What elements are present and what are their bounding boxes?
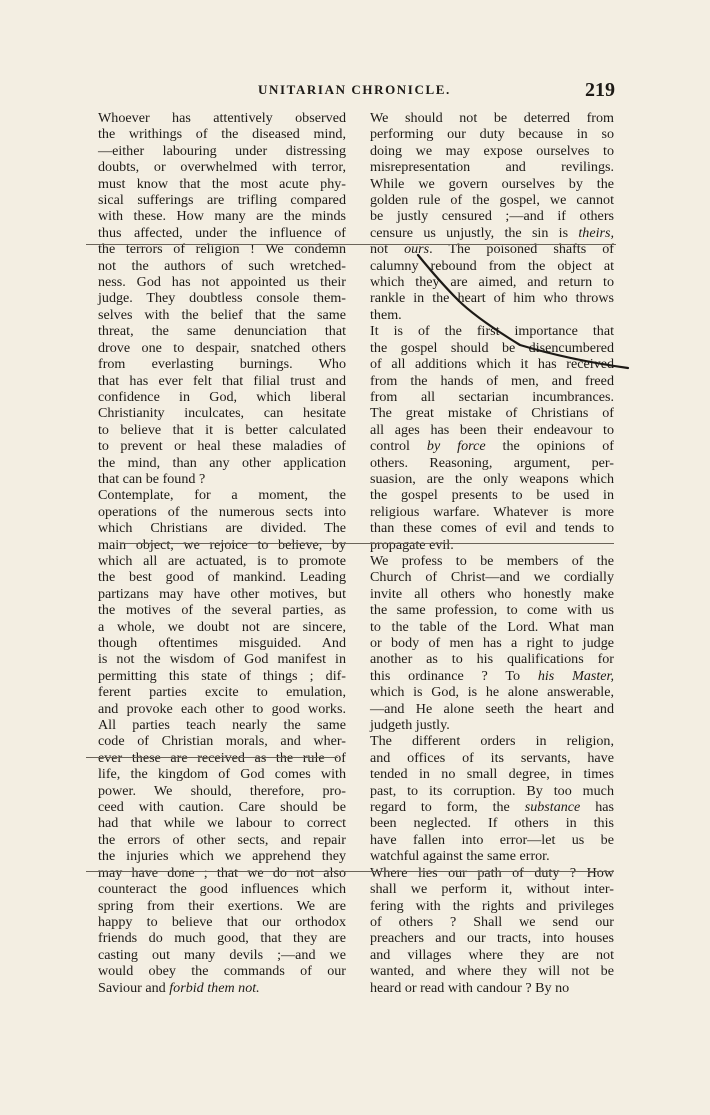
text-line: golden rule of the gospel, we cannot: [370, 192, 614, 209]
text-line: to prevent or heal these maladies of: [98, 438, 346, 455]
text-line: power. We should, therefore, pro-: [98, 782, 346, 799]
text-line: All parties teach nearly the same: [98, 717, 346, 734]
text-line: the motives of the several parties, as: [98, 602, 346, 619]
text-line: counteract the good influences which: [98, 881, 346, 898]
text-line: is not the wisdom of God manifest in: [98, 651, 346, 668]
text-line: them.: [370, 306, 402, 323]
text-line: ness. God has not appointed us their: [98, 274, 346, 291]
text-line: all ages has been their endeavour to: [370, 421, 614, 438]
text-line: that has ever felt that filial trust and: [98, 372, 346, 389]
text-line: shall we perform it, without inter-: [370, 881, 614, 898]
text-line: would obey the commands of our: [98, 963, 346, 980]
text-line: the best good of mankind. Leading: [98, 569, 346, 586]
text-line: been neglected. If others in this: [370, 815, 614, 832]
text-line: from the hands of men, and freed: [370, 372, 614, 389]
text-line: or body of men has a right to judge: [370, 635, 614, 651]
text-line: past, to its corruption. By too much: [370, 782, 614, 799]
text-line: the errors of other sects, and repair: [98, 831, 346, 848]
text-line: We should not be deterred from: [370, 110, 614, 126]
text-line: religious warfare. Whatever is more: [370, 503, 614, 520]
text-line: the injuries which we apprehend they: [98, 848, 346, 865]
text-line: which they are aimed, and return to: [370, 274, 614, 291]
text-line: wanted, and where they will not be: [370, 963, 614, 980]
text-line: that can be found ?: [98, 470, 206, 487]
text-line: which is God, is he alone answerable,: [370, 684, 614, 701]
text-line: the writhings of the diseased mind,: [98, 126, 346, 143]
text-line: The different orders in religion,: [370, 733, 614, 750]
text-line: Whoever has attentively observed: [98, 110, 346, 126]
page-number: 219: [585, 79, 615, 101]
text-line: may have done ; that we do not also: [98, 864, 346, 881]
text-line: We profess to be members of the: [370, 552, 614, 569]
text-line: of others ? Shall we send our: [370, 913, 614, 930]
text-line: this ordinance ? To his Master,: [370, 667, 614, 684]
text-line: the same profession, to come with us: [370, 602, 614, 619]
text-line: judgeth justly.: [370, 717, 450, 734]
text-line: happy to believe that our orthodox: [98, 913, 346, 930]
text-line: ferent parties excite to emulation,: [98, 684, 346, 701]
text-line: with these. How many are the minds: [98, 208, 346, 225]
text-line: and provoke each other to good works.: [98, 700, 346, 717]
text-line: heard or read with candour ? By no: [370, 979, 570, 996]
text-line: from everlasting burnings. Who: [98, 356, 346, 373]
text-line: It is of the first importance that: [370, 323, 614, 340]
text-line: and villages where they are not: [370, 946, 614, 963]
text-line: than these comes of evil and tends to: [370, 520, 614, 537]
text-line: code of Christian morals, and wher-: [98, 733, 346, 750]
text-line: the mind, than any other application: [98, 454, 346, 471]
text-line: tended in no small degree, in times: [370, 766, 614, 783]
text-line: friends do much good, that they are: [98, 930, 346, 947]
text-line: rankle in the heart of him who throws: [370, 290, 614, 307]
text-line: main object, we rejoice to believe, by: [98, 536, 346, 553]
text-line: performing our duty because in so: [370, 126, 614, 143]
text-line: watchful against the same error.: [370, 848, 550, 865]
text-line: sical sufferings are trifling compared: [98, 192, 346, 209]
text-line: from all sectarian incumbrances.: [370, 388, 614, 405]
text-line: While we govern ourselves by the: [370, 175, 614, 192]
text-line: —either labouring under distressing: [98, 142, 346, 159]
text-line: selves with the belief that the same: [98, 306, 346, 323]
text-line: ever these are received as the rule of: [98, 749, 346, 766]
text-line: calumny rebound from the object at: [370, 257, 614, 274]
running-title: UNITARIAN CHRONICLE.: [258, 82, 451, 97]
text-line: doubts, or overwhelmed with terror,: [98, 159, 346, 176]
text-line: The great mistake of Christians of: [370, 405, 614, 422]
text-line: must know that the most acute phy-: [98, 175, 346, 192]
text-line: to believe that it is better calculated: [98, 421, 346, 438]
text-line: of all additions which it has received: [370, 356, 614, 373]
text-line: ceed with caution. Care should be: [98, 799, 346, 816]
text-line: censure us unjustly, the sin is theirs,: [370, 224, 614, 241]
text-line: life, the kingdom of God comes with: [98, 766, 346, 783]
text-line: the terrors of religion ! We condemn: [98, 241, 346, 258]
text-line: have fallen into error—let us be: [370, 831, 614, 848]
text-line: drove one to despair, snatched others: [98, 339, 346, 356]
text-line: the gospel should be disencumbered: [370, 339, 614, 356]
text-line: control by force the opinions of: [370, 438, 614, 455]
text-line: —and He alone seeth the heart and: [370, 700, 614, 717]
text-line: confidence in God, which liberal: [98, 388, 346, 405]
text-line: regard to form, the substance has: [370, 799, 614, 816]
text-line: thus affected, under the influence of: [98, 224, 346, 241]
text-line: Church of Christ—and we cordially: [370, 569, 614, 586]
text-line: be justly censured ;—and if others: [370, 208, 614, 225]
text-line: preachers and our tracts, into houses: [370, 930, 614, 947]
text-line: judge. They doubtless console them-: [98, 290, 346, 307]
text-line: another as to his qualifications for: [370, 651, 614, 668]
text-line: others. Reasoning, argument, per-: [370, 454, 614, 471]
text-line: doing we may expose ourselves to: [370, 142, 614, 159]
text-line: which all are actuated, is to promote: [98, 552, 346, 569]
text-line: casting out many devils ;—and we: [98, 946, 346, 963]
text-line: propagate evil.: [370, 536, 454, 553]
text-line: suasion, are the only weapons which: [370, 470, 614, 487]
text-line: Where lies our path of duty ? How: [370, 864, 614, 881]
text-line: not the authors of such wretched-: [98, 257, 346, 274]
text-line: a whole, we doubt not are sincere,: [98, 618, 346, 635]
text-line: fering with the rights and privileges: [370, 897, 614, 914]
text-line: and offices of its servants, have: [370, 749, 614, 766]
text-line: threat, the same denunciation that: [98, 323, 346, 340]
text-line: Christianity inculcates, can hesitate: [98, 405, 346, 422]
text-line: operations of the numerous sects into: [98, 503, 346, 520]
text-line: invite all others who honestly make: [370, 585, 614, 602]
text-line: to the table of the Lord. What man: [370, 618, 614, 635]
text-line: permitting this state of things ; dif-: [98, 667, 346, 684]
text-line: not ours. The poisoned shafts of: [370, 241, 614, 258]
text-line: spring from their exertions. We are: [98, 897, 346, 914]
text-line: which Christians are divided. The: [98, 520, 346, 537]
text-line: though oftentimes misguided. And: [98, 635, 346, 651]
text-line: partizans may have other motives, but: [98, 585, 346, 602]
text-line: the gospel presents to be used in: [370, 487, 614, 504]
text-line: Saviour and forbid them not.: [98, 979, 260, 996]
text-line: had that while we labour to correct: [98, 815, 346, 832]
text-line: Contemplate, for a moment, the: [98, 487, 346, 504]
text-line: misrepresentation and revilings.: [370, 159, 614, 176]
